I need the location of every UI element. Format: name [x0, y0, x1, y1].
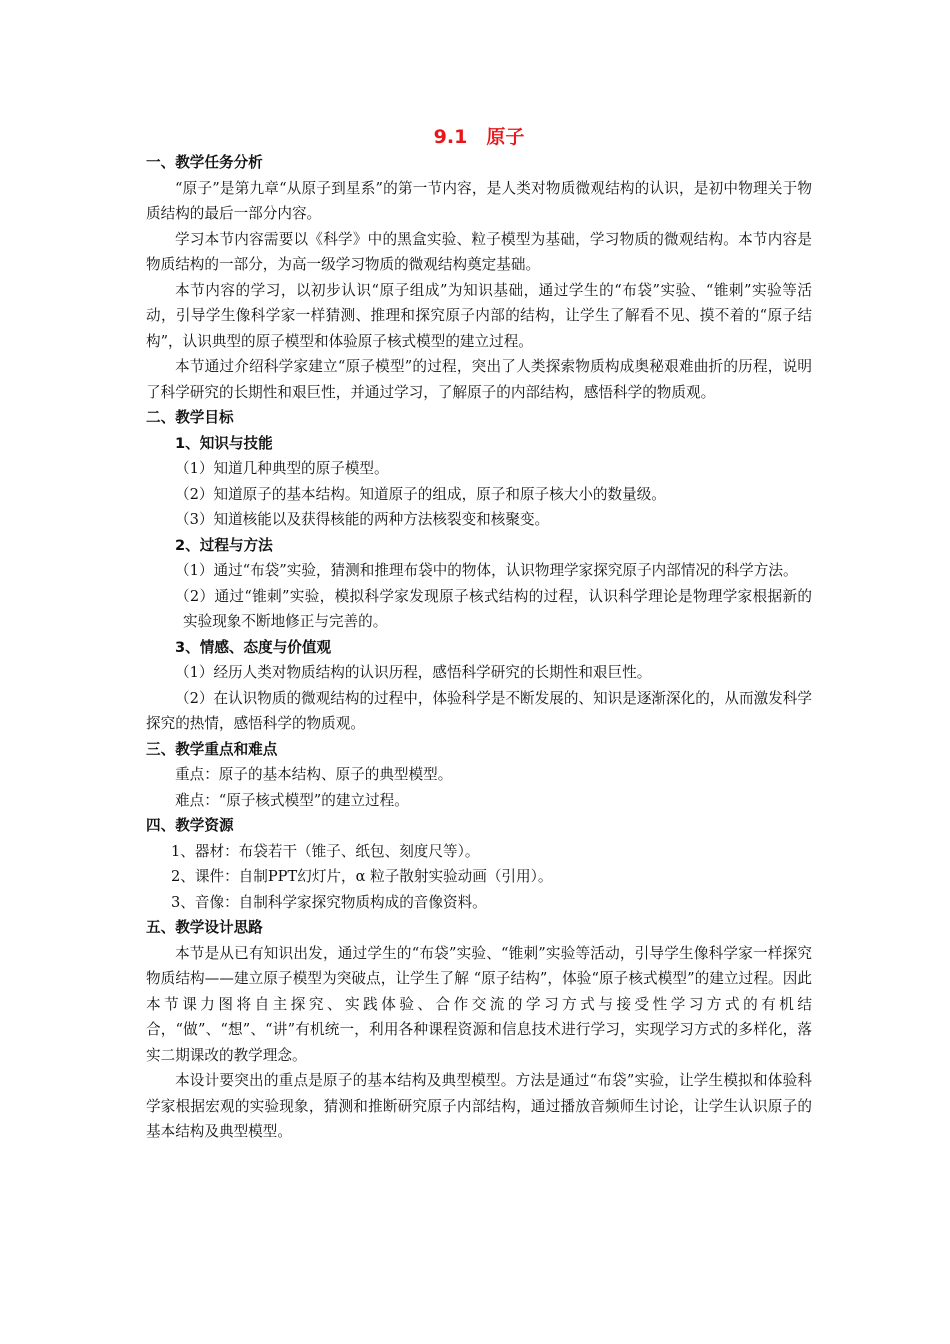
list-item: （2）在认识物质的微观结构的过程中，体验科学是不断发展的、知识是逐渐深化的，从而激发科学探究的热情，感悟科学的物质观。	[146, 689, 812, 732]
resource-item: 2、课件：自制PPT幻灯片，α 粒子散射实验动画（引用）。	[171, 868, 553, 885]
section-heading-task-analysis: 一、教学任务分析	[146, 154, 263, 171]
list-item: （1）知道几种典型的原子模型。	[175, 460, 389, 477]
section-heading-design: 五、教学设计思路	[146, 919, 263, 936]
list-item: （1）通过“布袋”实验，猜测和推理布袋中的物体，认识物理学家探究原子内部情况的科学方法。	[175, 562, 798, 579]
list-item: （1）经历人类对物质结构的认识历程，感悟科学研究的长期性和艰巨性。	[175, 664, 652, 681]
subheading-process-method: 2、过程与方法	[175, 536, 273, 554]
paragraph: 本节是从已有知识出发，通过学生的“布袋”实验、“锥刺”实验等活动，引导学生像科学家一样探究物质结构——建立原子模型为突破点，让学生了解 “原子结构”，体验“原子核式模型”的建立过程。因此本节课力图将自主探究、实践体验、合作交流的学习方式与接受性学习方式的有机结合，“做”、“想”、“讲”有机统一，利用各种课程资源和信息技术进行学习，实现学习方式的多样化，落实二期课改的教学理念。	[146, 944, 812, 1064]
paragraph: 学习本节内容需要以《科学》中的黑盒实验、粒子模型为基础，学习物质的微观结构。本节内容是物质结构的一部分，为高一级学习物质的微观结构奠定基础。	[146, 230, 812, 273]
section-heading-key-points: 三、教学重点和难点	[146, 740, 278, 758]
paragraph: “原子”是第九章“从原子到星系”的第一节内容，是人类对物质微观结构的认识，是初中物理关于物质结构的最后一部分内容。	[146, 179, 812, 222]
difficult-point: 难点：“原子核式模型”的建立过程。	[175, 791, 409, 809]
resource-item: 1、器材：布袋若干（锥子、纸包、刻度尺等）。	[171, 842, 480, 860]
section-heading-goals: 二、教学目标	[146, 409, 234, 426]
key-point: 重点：原子的基本结构、原子的典型模型。	[175, 766, 453, 783]
list-item: （2）知道原子的基本结构。知道原子的组成，原子和原子核大小的数量级。	[175, 485, 666, 503]
list-item: （2）通过“锥刺”实验，模拟科学家发现原子核式结构的过程，认识科学理论是物理学家根据新的实验现象不断地修正与完善的。	[175, 587, 812, 630]
document-body	[146, 0, 812, 1145]
list-item: （3）知道核能以及获得核能的两种方法核裂变和核聚变。	[175, 511, 550, 528]
subheading-emotion-values: 3、情感、态度与价值观	[175, 638, 332, 656]
page-title: 9.1 原子	[433, 126, 525, 148]
paragraph: 本节内容的学习，以初步认识“原子组成”为知识基础，通过学生的“布袋”实验、“锥刺”实验等活动，引导学生像科学家一样猜测、推理和探究原子内部的结构，让学生了解看不见、摸不着的“原子结构”，认识典型的原子模型和体验原子核式模型的建立过程。	[146, 281, 812, 350]
paragraph: 本节通过介绍科学家建立“原子模型”的过程，突出了人类探索物质构成奥秘艰难曲折的历程，说明了科学研究的长期性和艰巨性，并通过学习，了解原子的内部结构，感悟科学的物质观。	[146, 358, 812, 401]
subheading-knowledge-skills: 1、知识与技能	[175, 434, 273, 452]
resource-item: 3、音像：自制科学家探究物质构成的音像资料。	[171, 893, 487, 911]
paragraph: 本设计要突出的重点是原子的基本结构及典型模型。方法是通过“布袋”实验，让学生模拟和体验科学家根据宏观的实验现象，猜测和推断研究原子内部结构，通过播放音频师生讨论，让学生认识原子的基本结构及典型模型。	[146, 1072, 812, 1140]
section-heading-resources: 四、教学资源	[146, 817, 234, 834]
